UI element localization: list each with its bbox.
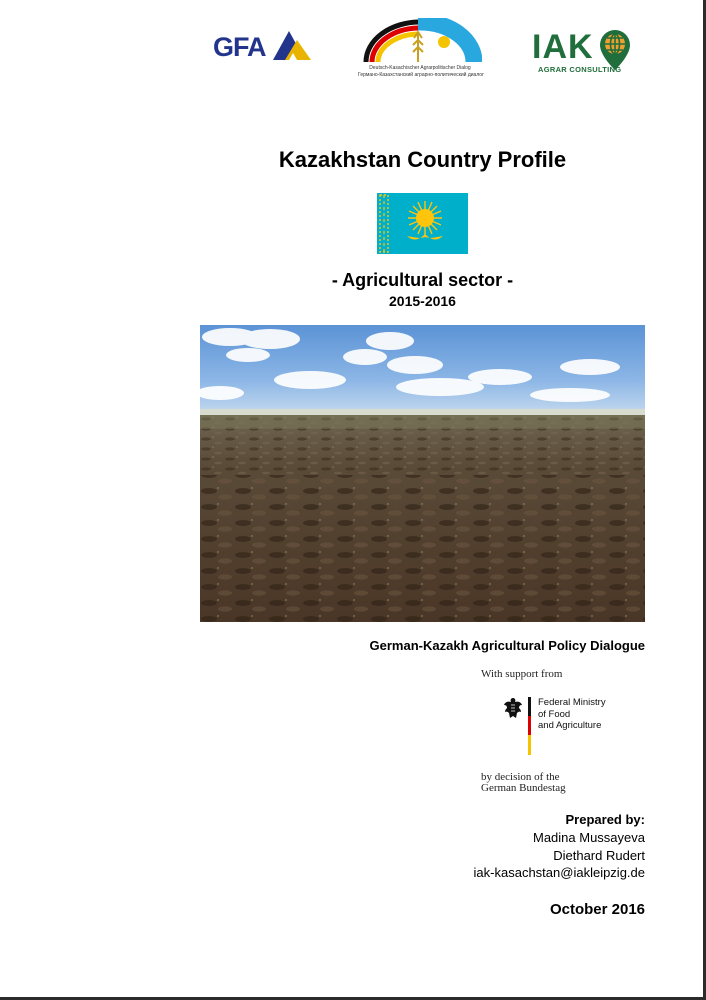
ministry-line-1: Federal Ministry bbox=[538, 697, 606, 708]
prepared-by-label: Prepared by: bbox=[565, 812, 645, 827]
dialogue-arch-icon bbox=[358, 18, 482, 64]
gfa-logo bbox=[213, 28, 313, 68]
ministry-line-2: of Food bbox=[538, 708, 571, 720]
support-label: With support from bbox=[481, 668, 563, 680]
iak-logo bbox=[532, 28, 636, 76]
contact-email: iak-kasachstan@iakleipzig.de bbox=[473, 865, 645, 880]
decision-line-1: by decision of the bbox=[481, 771, 560, 783]
gfa-triangle-icon bbox=[271, 28, 313, 62]
federal-eagle-icon bbox=[503, 697, 523, 719]
bundestag-decision bbox=[481, 772, 566, 794]
iak-logo-subtitle: AGRAR CONSULTING bbox=[538, 65, 622, 74]
program-dialogue-name: German-Kazakh Agricultural Policy Dialogue bbox=[369, 638, 645, 653]
author-name: Madina Mussayeva bbox=[533, 830, 645, 845]
document-years: 2015-2016 bbox=[389, 293, 456, 309]
ministry-name bbox=[538, 697, 606, 732]
document-subtitle: - Agricultural sector - bbox=[331, 270, 514, 290]
dialogue-logo bbox=[358, 18, 482, 84]
kazakhstan-flag-icon bbox=[377, 193, 468, 254]
german-flag-bar bbox=[528, 697, 531, 755]
dialogue-logo-line-german: Deutsch-Kasachischer Agrarpolitischer Dialog bbox=[369, 65, 471, 71]
publication-date: October 2016 bbox=[549, 901, 645, 918]
iak-logo-text: IAK bbox=[532, 28, 594, 66]
author-name: Diethard Rudert bbox=[553, 848, 645, 863]
decision-line-2: German Bundestag bbox=[481, 782, 566, 794]
gfa-logo-text: GFA bbox=[213, 32, 266, 62]
ministry-line-3: and Agriculture bbox=[538, 720, 602, 731]
dialogue-logo-line-russian: Германо-Казахстанский аграрно-политический диалог bbox=[358, 72, 484, 78]
document-title: Kazakhstan Country Profile bbox=[278, 147, 567, 172]
cover-photo-field bbox=[200, 325, 645, 622]
